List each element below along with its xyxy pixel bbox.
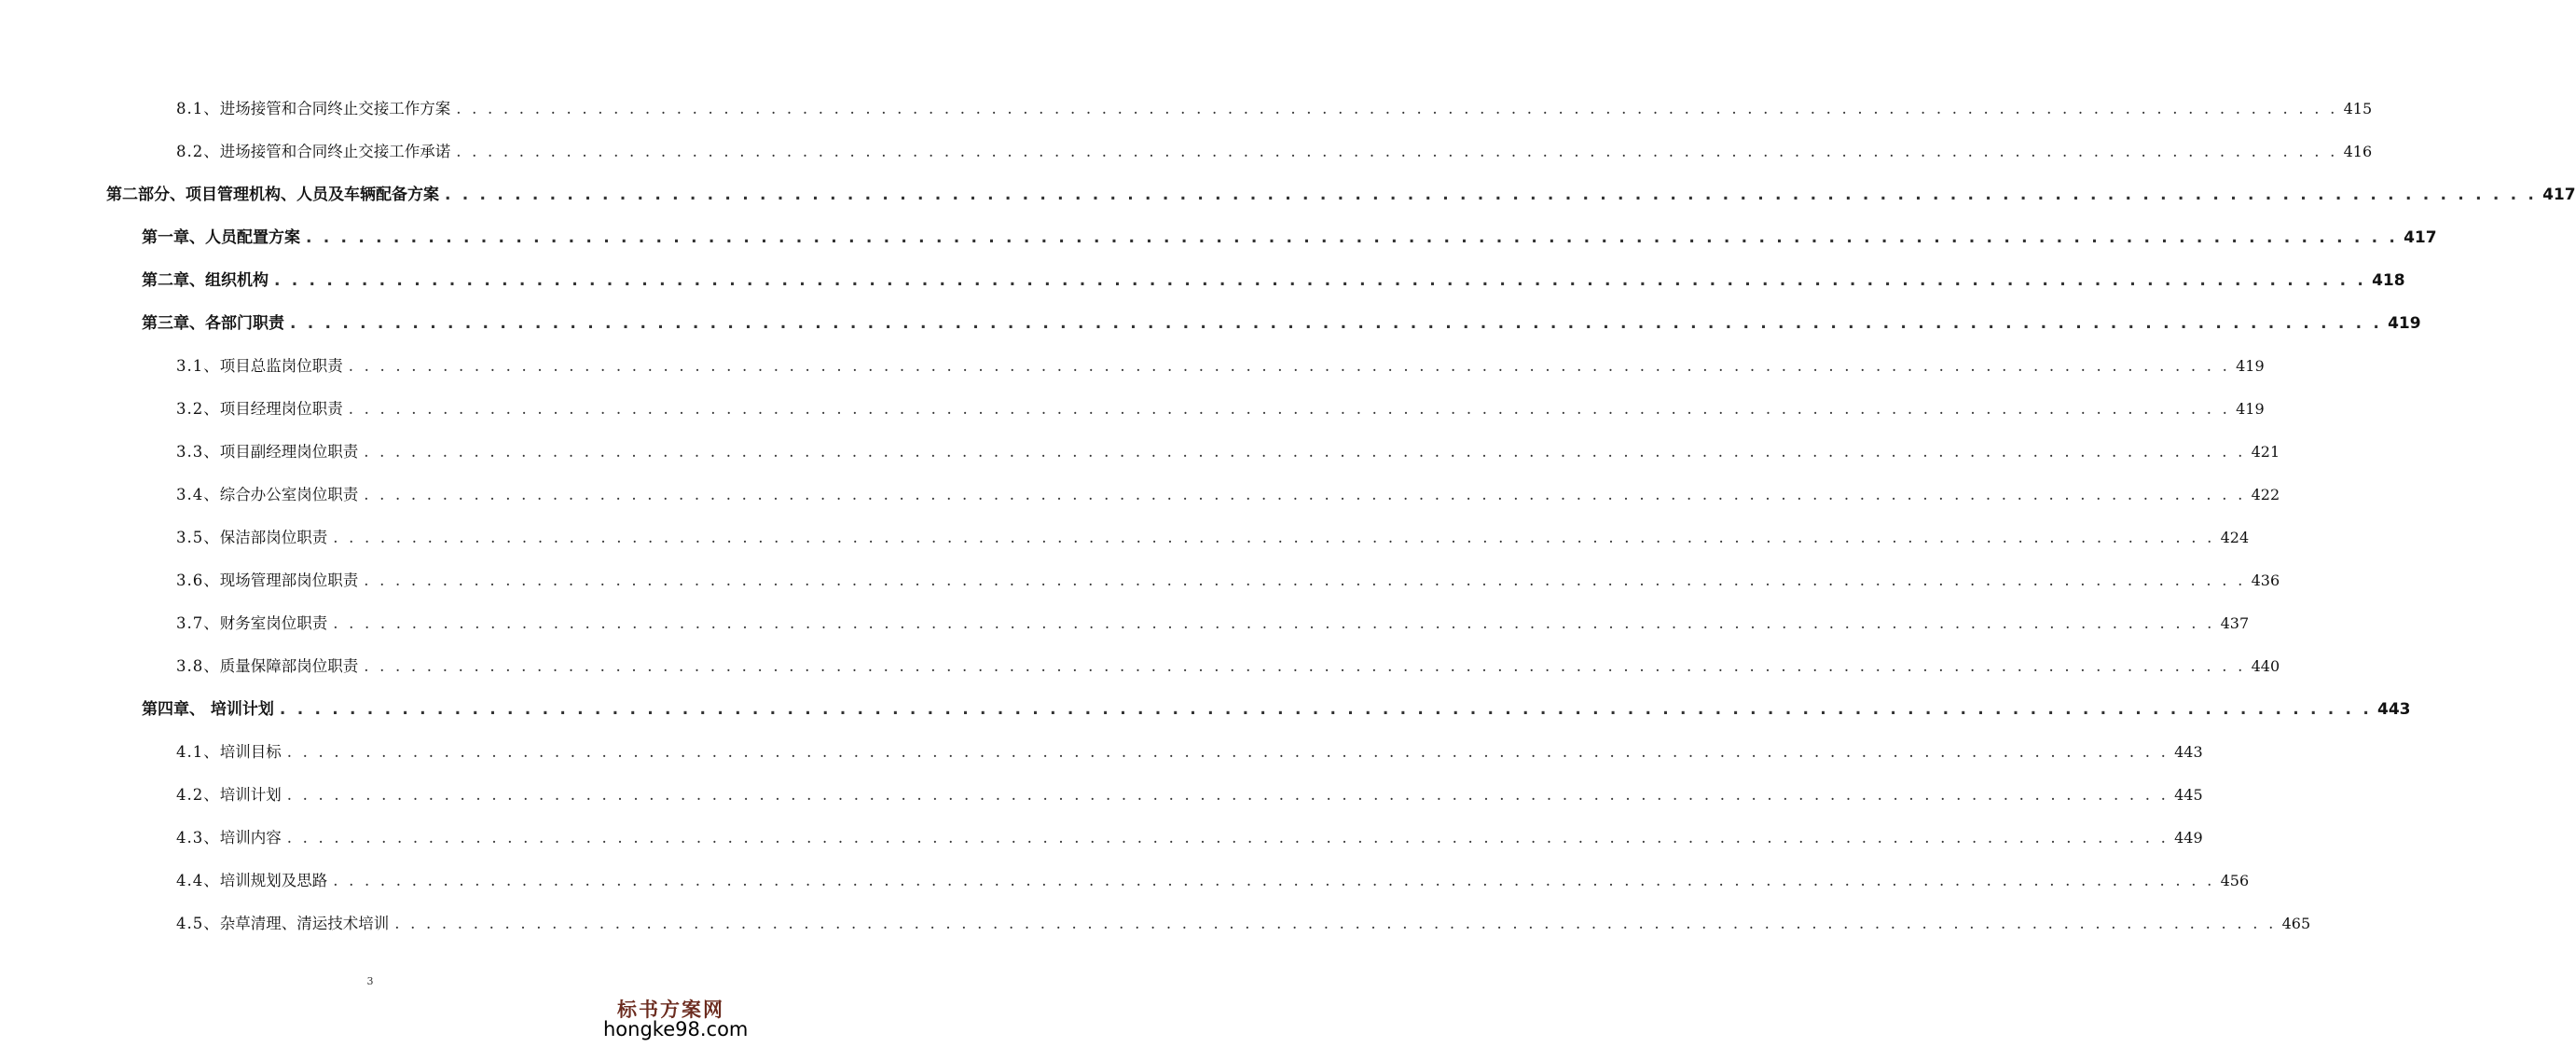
toc-entry-page: 422	[2251, 486, 2280, 503]
toc-entry-number: 3.1、	[176, 357, 220, 375]
toc-entry-title: 第三章、各部门职责	[142, 314, 284, 333]
toc-leader-dots: . . . . . . . . . . . . . . . . . . . . . . . . . . . . . . . . . . . . . . . . . . . . . . . . . . . . . . . . . . . . . . . . . . . . . . . . . . . . . . . . . . . . . . . . . . . . . . . . . . . . . . . . . . . . . . . . . . . . . . . .	[333, 614, 2215, 632]
toc-entry[interactable]	[176, 741, 2203, 764]
toc-leader-dots: . . . . . . . . . . . . . . . . . . . . . . . . . . . . . . . . . . . . . . . . . . . . . . . . . . . . . . . . . . . . . . . . . . . . . . . . . . . . . . . . . . . . . . . . . . . . . . . . . . . . . . . . . . . . . . . . . . . . . . . .	[364, 572, 2246, 589]
toc-entry-title: 质量保障部岗位职责	[219, 657, 359, 675]
toc-entry[interactable]	[176, 827, 2203, 849]
toc-entry-page: 437	[2220, 614, 2250, 632]
toc-leader-dots: . . . . . . . . . . . . . . . . . . . . . . . . . . . . . . . . . . . . . . . . . . . . . . . . . . . . . . . . . . . . . . . . . . . . . . . . . . . . . . . . . . . . . . . . . . . . . . . . . . . . . . . . . . . . . . . . . . . . . . . .	[333, 872, 2215, 889]
toc-entry-page: 465	[2281, 915, 2311, 932]
toc-entry-title: 保洁部岗位职责	[219, 529, 328, 546]
toc-leader-dots: . . . . . . . . . . . . . . . . . . . . . . . . . . . . . . . . . . . . . . . . . . . . . . . . . . . . . . . . . . . . . . . . . . . . . . . . . . . . . . . . . . . . . . . . . . . . . . . . . . . . . . . . . . . . . . . . . . . . . . . .	[306, 228, 2399, 247]
toc-entry-page: 417	[2404, 228, 2437, 247]
toc-entry-page: 419	[2236, 357, 2265, 375]
toc-entry-page: 443	[2376, 700, 2411, 719]
toc-entry-title: 第一章、人员配置方案	[142, 228, 300, 247]
toc-entry-page: 416	[2343, 143, 2373, 160]
toc-entry-title: 综合办公室岗位职责	[219, 486, 359, 503]
toc-entry-title: 进场接管和合同终止交接工作方案	[219, 100, 451, 117]
toc-leader-dots: . . . . . . . . . . . . . . . . . . . . . . . . . . . . . . . . . . . . . . . . . . . . . . . . . . . . . . . . . . . . . . . . . . . . . . . . . . . . . . . . . . . . . . . . . . . . . . . . . . . . . . . . . . . . . . . . . . . . . . . .	[286, 743, 2170, 761]
toc-entry[interactable]	[176, 98, 2373, 120]
toc-entry-number: 3.5、	[176, 529, 220, 546]
toc-entry-title: 培训目标	[219, 743, 282, 761]
toc-entry-page: 440	[2251, 657, 2280, 675]
toc-entry[interactable]	[176, 784, 2203, 806]
toc-entry-title: 第二章、组织机构	[142, 271, 269, 290]
toc-leader-dots: . . . . . . . . . . . . . . . . . . . . . . . . . . . . . . . . . . . . . . . . . . . . . . . . . . . . . . . . . . . . . . . . . . . . . . . . . . . . . . . . . . . . . . . . . . . . . . . . . . . . . . . . . . . . . . . . . . . . . . . .	[394, 915, 2277, 932]
toc-entry-title: 项目经理岗位职责	[219, 400, 343, 418]
watermark-url: hongke98.com	[603, 1018, 749, 1040]
toc-entry-page: 456	[2220, 872, 2250, 889]
watermark-name: 标书方案网	[617, 998, 724, 1021]
toc-leader-dots: . . . . . . . . . . . . . . . . . . . . . . . . . . . . . . . . . . . . . . . . . . . . . . . . . . . . . . . . . . . . . . . . . . . . . . . . . . . . . . . . . . . . . . . . . . . . . . . . . . . . . . . . . . . . . . . . . . . . . . . .	[364, 657, 2246, 675]
toc-entry-page: 424	[2220, 529, 2250, 546]
toc-leader-dots: . . . . . . . . . . . . . . . . . . . . . . . . . . . . . . . . . . . . . . . . . . . . . . . . . . . . . . . . . . . . . . . . . . . . . . . . . . . . . . . . . . . . . . . . . . . . . . . . . . . . . . . . . . . . . . . . . . . . . . . .	[456, 100, 2338, 117]
toc-entry[interactable]	[142, 698, 2411, 721]
toc-entry-number: 4.5、	[176, 915, 220, 932]
toc-entry-page: 415	[2343, 100, 2373, 117]
toc-entry-title: 培训规划及思路	[219, 872, 328, 889]
toc-entry-number: 4.2、	[176, 786, 220, 804]
toc-leader-dots: . . . . . . . . . . . . . . . . . . . . . . . . . . . . . . . . . . . . . . . . . . . . . . . . . . . . . . . . . . . . . . . . . . . . . . . . . . . . . . . . . . . . . . . . . . . . . . . . . . . . . . . . . . . . . . . . . . . . . . . .	[456, 143, 2338, 160]
toc-entry[interactable]	[176, 613, 2250, 635]
toc-entry-page: 417	[2542, 186, 2576, 204]
toc-entry-page: 421	[2251, 443, 2280, 461]
toc-leader-dots: . . . . . . . . . . . . . . . . . . . . . . . . . . . . . . . . . . . . . . . . . . . . . . . . . . . . . . . . . . . . . . . . . . . . . . . . . . . . . . . . . . . . . . . . . . . . . . . . . . . . . . . . . . . . . . . . . . . . . . . .	[274, 271, 2367, 290]
toc-entry-number: 8.1、	[176, 100, 220, 117]
toc-leader-dots: . . . . . . . . . . . . . . . . . . . . . . . . . . . . . . . . . . . . . . . . . . . . . . . . . . . . . . . . . . . . . . . . . . . . . . . . . . . . . . . . . . . . . . . . . . . . . . . . . . . . . . . . . . . . . . . . . . . . . . . .	[286, 829, 2170, 847]
toc-entry-number: 8.2、	[176, 143, 220, 160]
toc-leader-dots: . . . . . . . . . . . . . . . . . . . . . . . . . . . . . . . . . . . . . . . . . . . . . . . . . . . . . . . . . . . . . . . . . . . . . . . . . . . . . . . . . . . . . . . . . . . . . . . . . . . . . . . . . . . . . . . . . . . . . . . .	[348, 400, 2231, 418]
toc-leader-dots: . . . . . . . . . . . . . . . . . . . . . . . . . . . . . . . . . . . . . . . . . . . . . . . . . . . . . . . . . . . . . . . . . . . . . . . . . . . . . . . . . . . . . . . . . . . . . . . . . . . . . . . . . . . . . . . . . . . . . . . .	[445, 186, 2538, 204]
toc-entry-title: 培训内容	[219, 829, 282, 847]
toc-entry-number: 3.6、	[176, 572, 220, 589]
toc-leader-dots: . . . . . . . . . . . . . . . . . . . . . . . . . . . . . . . . . . . . . . . . . . . . . . . . . . . . . . . . . . . . . . . . . . . . . . . . . . . . . . . . . . . . . . . . . . . . . . . . . . . . . . . . . . . . . . . . . . . . . . . .	[286, 786, 2170, 804]
toc-entry-page: 419	[2388, 314, 2421, 333]
toc-entry-number: 3.4、	[176, 486, 220, 503]
toc-entry-page: 445	[2174, 786, 2203, 804]
toc-entry-title: 第二部分、项目管理机构、人员及车辆配备方案	[106, 186, 439, 204]
toc-entry-page: 419	[2236, 400, 2265, 418]
toc-entry-page: 443	[2174, 743, 2203, 761]
toc-entry-page: 418	[2372, 271, 2405, 290]
toc-leader-dots: . . . . . . . . . . . . . . . . . . . . . . . . . . . . . . . . . . . . . . . . . . . . . . . . . . . . . . . . . . . . . . . . . . . . . . . . . . . . . . . . . . . . . . . . . . . . . . . . . . . . . . . . . . . . . . . . . . . . . . . .	[348, 357, 2231, 375]
toc-entry[interactable]	[176, 398, 2265, 420]
toc-leader-dots: . . . . . . . . . . . . . . . . . . . . . . . . . . . . . . . . . . . . . . . . . . . . . . . . . . . . . . . . . . . . . . . . . . . . . . . . . . . . . . . . . . . . . . . . . . . . . . . . . . . . . . . . . . . . . . . . . . . . . . . .	[333, 529, 2215, 546]
toc-entry-page: 436	[2251, 572, 2280, 589]
toc-leader-dots: . . . . . . . . . . . . . . . . . . . . . . . . . . . . . . . . . . . . . . . . . . . . . . . . . . . . . . . . . . . . . . . . . . . . . . . . . . . . . . . . . . . . . . . . . . . . . . . . . . . . . . . . . . . . . . . . . . . . . . . .	[290, 314, 2383, 333]
toc-entry[interactable]	[142, 269, 2405, 292]
toc-entry-number: 4.1、	[176, 743, 220, 761]
toc-entry[interactable]	[176, 355, 2265, 378]
toc-entry-title: 第四章、 培训计划	[142, 700, 274, 719]
toc-entry[interactable]	[176, 141, 2373, 163]
toc-entry[interactable]	[176, 655, 2280, 678]
page-number: 3	[366, 975, 374, 987]
toc-leader-dots: . . . . . . . . . . . . . . . . . . . . . . . . . . . . . . . . . . . . . . . . . . . . . . . . . . . . . . . . . . . . . . . . . . . . . . . . . . . . . . . . . . . . . . . . . . . . . . . . . . . . . . . . . . . . . . . . . . . . . . . .	[279, 700, 2372, 719]
toc-entry[interactable]	[176, 527, 2250, 549]
toc-entry-title: 项目总监岗位职责	[219, 357, 343, 375]
toc-entry-number: 3.7、	[176, 614, 220, 632]
toc-entry-number: 3.8、	[176, 657, 220, 675]
toc-entry-number: 3.3、	[176, 443, 220, 461]
toc-entry-number: 4.3、	[176, 829, 220, 847]
toc-entry-page: 449	[2174, 829, 2203, 847]
toc-entry-number: 3.2、	[176, 400, 220, 418]
toc-entry[interactable]	[142, 312, 2421, 335]
toc-leader-dots: . . . . . . . . . . . . . . . . . . . . . . . . . . . . . . . . . . . . . . . . . . . . . . . . . . . . . . . . . . . . . . . . . . . . . . . . . . . . . . . . . . . . . . . . . . . . . . . . . . . . . . . . . . . . . . . . . . . . . . . .	[364, 443, 2246, 461]
toc-entry[interactable]	[106, 184, 2576, 206]
toc-entry[interactable]	[176, 484, 2280, 506]
toc-entry-title: 项目副经理岗位职责	[219, 443, 359, 461]
toc-entry[interactable]	[176, 441, 2280, 463]
toc-entry-title: 财务室岗位职责	[219, 614, 328, 632]
toc-entry-title: 现场管理部岗位职责	[219, 572, 359, 589]
toc-entry[interactable]	[176, 570, 2280, 592]
toc-entry[interactable]	[176, 870, 2250, 892]
toc-entry-title: 杂草清理、清运技术培训	[219, 915, 390, 932]
toc-entry[interactable]	[142, 227, 2437, 249]
toc-entry-number: 4.4、	[176, 872, 220, 889]
toc-entry-title: 进场接管和合同终止交接工作承诺	[219, 143, 451, 160]
toc-entry[interactable]	[176, 913, 2311, 935]
toc-leader-dots: . . . . . . . . . . . . . . . . . . . . . . . . . . . . . . . . . . . . . . . . . . . . . . . . . . . . . . . . . . . . . . . . . . . . . . . . . . . . . . . . . . . . . . . . . . . . . . . . . . . . . . . . . . . . . . . . . . . . . . . .	[364, 486, 2246, 503]
toc-entry-title: 培训计划	[219, 786, 282, 804]
